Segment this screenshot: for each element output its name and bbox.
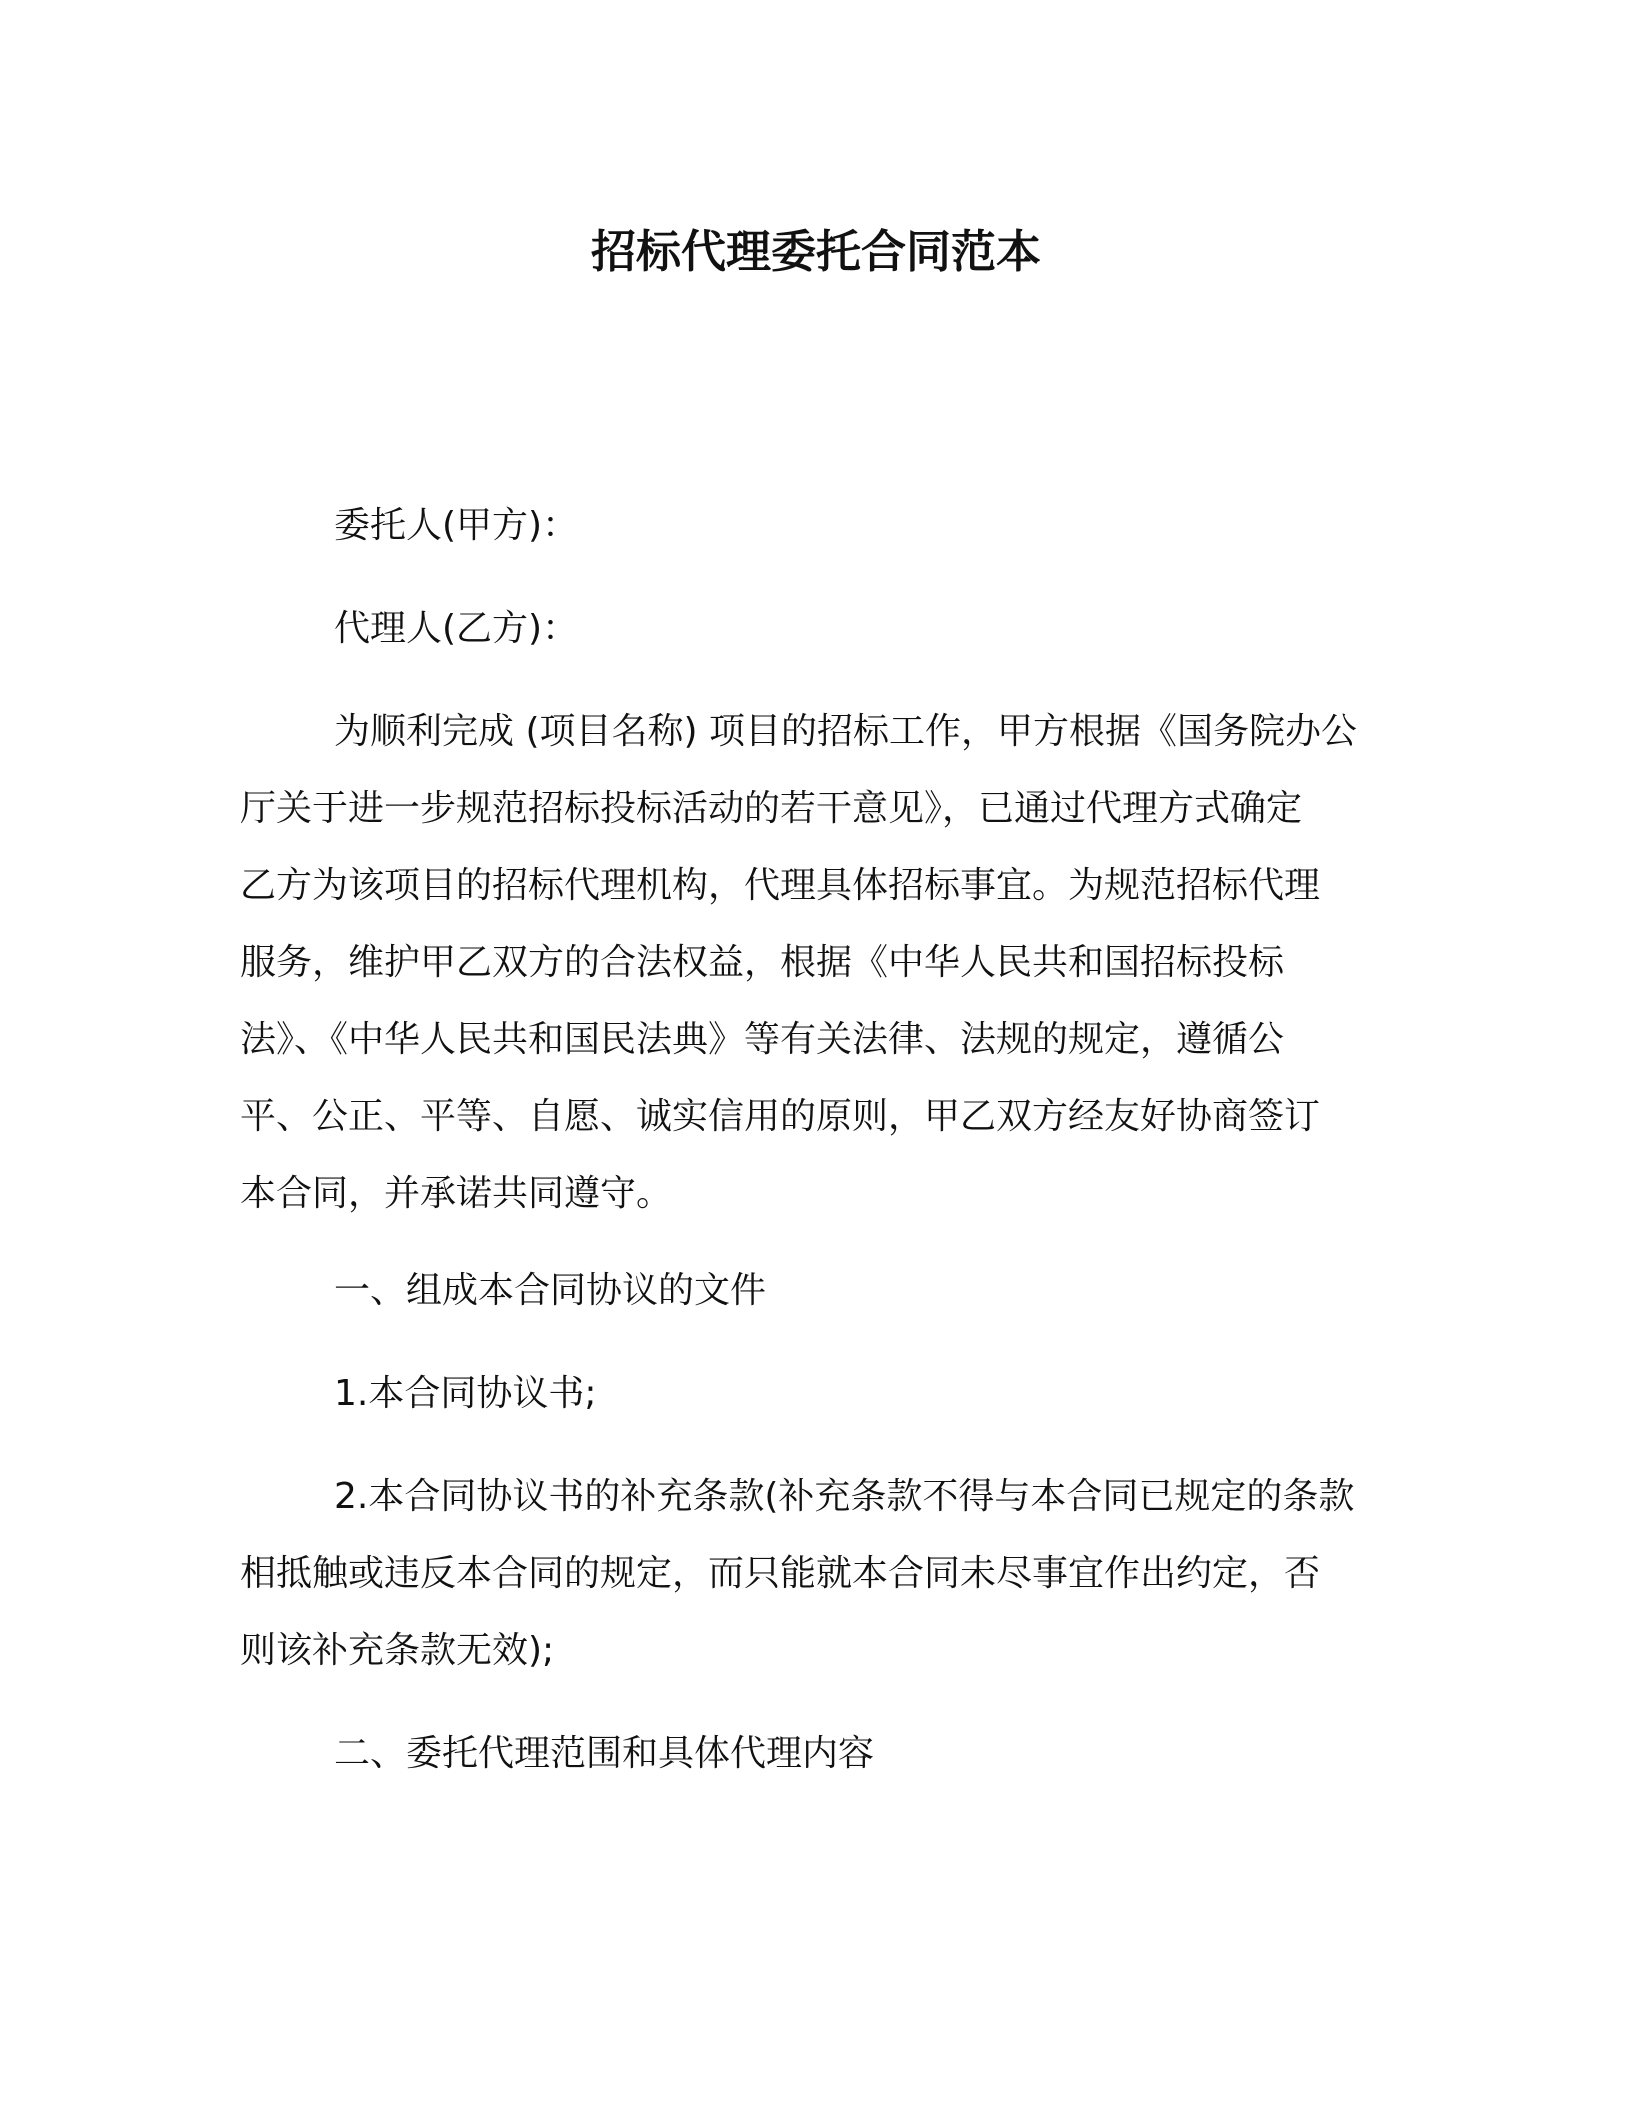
section-1-heading: 一、组成本合同协议的文件 (334, 1270, 767, 1311)
item-2-line: 则该补充条款无效); (240, 1630, 555, 1671)
intro-line: 法》、《中华人民共和国民法典》等有关法律、法规的规定，遵循公 (240, 1019, 1285, 1060)
party-a-label: 委托人(甲方)： (334, 505, 579, 546)
section-2-heading: 二、委托代理范围和具体代理内容 (334, 1733, 875, 1774)
intro-line: 平、公正、平等、自愿、诚实信用的原则，甲乙双方经友好协商签订 (240, 1096, 1321, 1137)
item-2-line: 2.本合同协议书的补充条款(补充条款不得与本合同已规定的条款 (334, 1476, 1355, 1517)
item-2-line: 相抵触或违反本合同的规定，而只能就本合同未尽事宜作出约定，否 (240, 1553, 1321, 1594)
item-2 (240, 1458, 1400, 1689)
intro-line: 厅关于进一步规范招标投标活动的若干意见》，已通过代理方式确定 (240, 788, 1303, 829)
party-b-label: 代理人(乙方)： (334, 608, 579, 649)
intro-line: 本合同，并承诺共同遵守。 (240, 1173, 673, 1214)
intro-paragraph (240, 693, 1400, 1232)
intro-line: 乙方为该项目的招标代理机构，代理具体招标事宜。为规范招标代理 (240, 865, 1321, 906)
document-title: 招标代理委托合同范本 (590, 225, 1041, 278)
intro-line: 为顺利完成 (项目名称) 项目的招标工作，甲方根据《国务院办公 (334, 711, 1357, 752)
item-1: 1.本合同协议书; (334, 1373, 597, 1414)
intro-line: 服务，维护甲乙双方的合法权益，根据《中华人民共和国招标投标 (240, 942, 1285, 983)
